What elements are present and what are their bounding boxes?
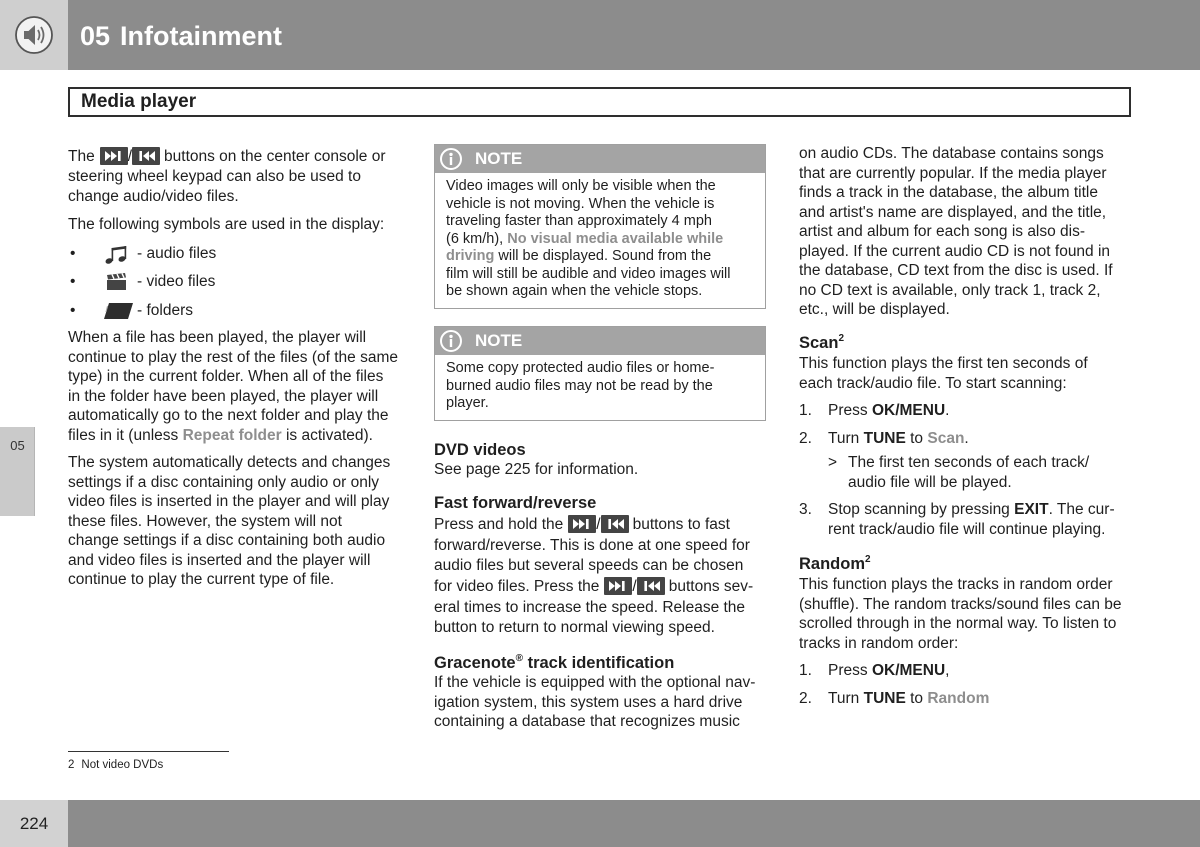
text-line: This function plays the tracks in random order — [799, 576, 1113, 593]
note-header — [435, 145, 765, 173]
section-heading: DVD videos — [434, 441, 526, 459]
text-line: and artist's name are displayed, and the title, — [799, 203, 1107, 221]
scan-step-3 — [799, 500, 1135, 539]
disc-detection-paragraph — [68, 453, 404, 590]
text-line: (shuffle). The random tracks/sound files can be — [799, 595, 1122, 613]
dvd-section — [434, 440, 770, 480]
note-box-video — [434, 144, 766, 309]
bullet-dot — [70, 244, 75, 264]
fast-forward-heading-block — [434, 493, 770, 513]
footnote-ref: 2 — [838, 333, 844, 344]
text-line: scrolled through in the normal way. To listen to — [799, 615, 1117, 632]
note-box-copy-protection — [434, 326, 766, 421]
scan-heading-block — [799, 333, 1135, 353]
heading-text: Random — [799, 555, 865, 573]
previous-track-icon — [601, 515, 629, 533]
page-number: 224 — [0, 800, 68, 847]
text-line: etc., will be displayed. — [799, 301, 950, 318]
text-segment: to — [905, 430, 928, 447]
page-footer — [0, 800, 1200, 847]
heading-text: Scan — [799, 334, 839, 352]
chapter-side-tab — [0, 427, 35, 516]
text-segment: The — [68, 148, 95, 165]
text-line: forward/reverse. This is done at one speed for — [434, 537, 750, 554]
text-line: change audio/video files. — [68, 187, 239, 205]
text-line: The following symbols are used in the display: — [68, 216, 385, 233]
scan-step-2 — [799, 429, 1135, 449]
text-segment: buttons to fast — [632, 516, 730, 533]
section-heading — [799, 554, 1135, 574]
note-line: Some copy protected audio files or home- — [446, 360, 715, 376]
side-tab-label: 05 — [10, 438, 25, 453]
chapter-name: Infotainment — [120, 21, 283, 51]
text-line: igation system, this system uses a hard drive — [434, 693, 743, 711]
display-message-text: No visual media available while — [507, 230, 724, 247]
list-item — [68, 244, 268, 264]
text-line: This function plays the first ten seconds of — [799, 355, 1088, 372]
text-line — [434, 514, 770, 536]
text-segment: Press — [828, 402, 872, 419]
video-clapper-icon — [106, 273, 128, 291]
text-segment: , — [945, 662, 950, 679]
step-number: 3. — [799, 501, 812, 518]
text-line — [68, 426, 404, 446]
text-line — [68, 146, 404, 167]
previous-track-icon — [637, 577, 665, 595]
text-line: these files. However, the system will not — [68, 512, 342, 530]
text-line: steering wheel keypad can also be used to — [68, 168, 361, 185]
scan-result — [799, 453, 1135, 492]
text-segment: for video files. Press the — [434, 578, 600, 595]
button-name-text: OK/MENU — [871, 402, 946, 419]
note-line — [446, 248, 765, 266]
gracenote-section — [434, 653, 770, 732]
text-line: continue to play the current type of file. — [68, 571, 335, 588]
text-line: eral times to increase the speed. Release the — [434, 599, 746, 616]
button-name-text: TUNE — [863, 690, 906, 707]
next-track-icon — [100, 147, 128, 165]
text-segment: . — [945, 402, 950, 419]
button-name-text: TUNE — [863, 430, 906, 447]
text-line: finds a track in the database, the album title — [799, 184, 1098, 201]
text-line: played. If the current audio CD is not found in — [799, 242, 1111, 260]
text-segment: will be displayed. Sound from the — [494, 248, 712, 264]
text-line: each track/audio file. To start scanning: — [799, 374, 1067, 392]
section-heading: Fast forward/reverse — [434, 494, 597, 512]
note-line: be shown again when the vehicle stops. — [446, 283, 703, 299]
note-line: film will still be audible and video images will — [446, 265, 731, 282]
footnote — [68, 758, 163, 772]
note-header — [435, 327, 765, 355]
gracenote-continued — [799, 144, 1135, 320]
step-text — [828, 429, 1135, 449]
list-item — [68, 301, 268, 321]
text-line: continue to play the rest of the files (of the same — [68, 348, 398, 366]
chapter-header — [0, 0, 1200, 70]
next-track-icon — [568, 515, 596, 533]
text-line: If the vehicle is equipped with the optional nav- — [434, 674, 756, 691]
text-line: on audio CDs. The database contains songs — [799, 145, 1104, 162]
text-line — [828, 500, 1135, 520]
text-line: in the folder have been played, the player will — [68, 387, 379, 405]
text-line: and video files is inserted and the player will — [68, 551, 371, 569]
text-line: containing a database that recognizes music — [434, 713, 740, 730]
text-segment: files in it (unless — [68, 426, 183, 444]
menu-option-text: Scan — [927, 430, 965, 447]
section-heading — [799, 333, 1135, 353]
note-body — [435, 355, 765, 413]
random-step-1 — [799, 661, 1135, 681]
heading-text: track identification — [523, 654, 675, 672]
text-line — [434, 576, 770, 598]
text-line: See page 225 for information. — [434, 461, 639, 478]
fast-forward-section — [434, 514, 770, 638]
text-segment: buttons on the center console or — [164, 148, 386, 165]
footnote-text: Not video DVDs — [81, 759, 164, 771]
chapter-icon-box — [0, 0, 68, 70]
text-line: change settings if a disc containing both audio — [68, 532, 386, 549]
chapter-title — [80, 17, 282, 55]
note-line: Video images will only be visible when the — [446, 178, 716, 194]
chapter-number: 05 — [80, 21, 111, 51]
separator-text: / — [127, 148, 133, 165]
text-line: automatically go to the next folder and play the — [68, 407, 389, 424]
list-item-text: - folders — [137, 302, 193, 319]
separator-text: / — [632, 578, 637, 595]
text-line: artist and album for each song is also dis- — [799, 223, 1086, 240]
note-line: traveling faster than approximately 4 mph — [446, 213, 712, 229]
info-icon — [439, 147, 463, 171]
text-segment: . — [964, 430, 969, 447]
text-line: tracks in random order: — [799, 634, 959, 652]
text-line: When a file has been played, the player will — [68, 329, 367, 346]
scan-step-1 — [799, 401, 1135, 421]
step-number: 1. — [799, 402, 812, 419]
step-text — [828, 661, 1135, 681]
result-text — [848, 453, 1135, 492]
text-segment: . The cur- — [1048, 501, 1115, 518]
text-line: rent track/audio file will continue playing. — [828, 520, 1106, 538]
text-line: video files is inserted in the player and will play — [68, 493, 390, 510]
music-note-icon — [103, 245, 129, 265]
result-marker: > — [828, 454, 838, 471]
text-segment: Turn — [828, 690, 864, 707]
menu-option-text: Repeat folder — [182, 426, 282, 444]
list-item-text: - audio files — [137, 245, 217, 262]
text-line: that are currently popular. If the media player — [799, 164, 1107, 182]
text-line: type) in the current folder. When all of the files — [68, 368, 384, 385]
random-heading-block — [799, 554, 1135, 574]
speaker-icon — [14, 15, 54, 55]
symbols-intro — [68, 215, 404, 235]
intro-paragraph — [68, 146, 404, 206]
heading-text: Gracenote — [434, 654, 516, 672]
footnote-rule — [68, 751, 229, 752]
playback-paragraph — [68, 328, 404, 445]
text-segment: Turn — [828, 430, 864, 447]
step-text — [828, 689, 1135, 709]
list-item — [68, 272, 268, 292]
note-line — [446, 231, 765, 249]
text-line: the database, CD text from the disc is used. If — [799, 262, 1113, 279]
text-line: The first ten seconds of each track/ — [848, 454, 1090, 471]
text-segment: to — [905, 690, 928, 707]
section-heading — [434, 653, 770, 673]
random-intro — [799, 575, 1135, 653]
button-name-text: OK/MENU — [871, 662, 946, 679]
note-label: NOTE — [475, 149, 523, 168]
text-line: audio files but several speeds can be chosen — [434, 557, 744, 574]
random-step-2 — [799, 689, 1135, 709]
folder-icon — [103, 302, 133, 320]
scan-intro — [799, 354, 1135, 393]
previous-track-icon — [132, 147, 160, 165]
text-line: The system automatically detects and changes — [68, 454, 391, 471]
note-line: burned audio files may not be read by the — [446, 377, 713, 394]
list-item-text: - video files — [137, 273, 216, 290]
text-line: button to return to normal viewing speed. — [434, 619, 715, 636]
footnote-number: 2 — [68, 759, 75, 771]
note-line: vehicle is not moving. When the vehicle is — [446, 195, 715, 212]
text-segment: buttons sev- — [668, 578, 754, 595]
step-text — [828, 401, 1135, 421]
text-line: no CD text is available, only track 1, track 2, — [799, 281, 1101, 299]
note-body — [435, 173, 765, 301]
step-number: 1. — [799, 662, 812, 679]
text-segment: Stop scanning by pressing — [828, 501, 1015, 518]
text-line: audio file will be played. — [848, 473, 1012, 491]
text-line: settings if a disc containing only audio or only — [68, 473, 380, 491]
text-segment: (6 km/h), — [446, 230, 508, 247]
separator-text: / — [596, 516, 601, 533]
section-title: Media player — [68, 87, 1131, 117]
footnote-ref: 2 — [865, 554, 871, 565]
next-track-icon — [604, 577, 632, 595]
bullet-dot — [70, 272, 75, 292]
step-number: 2. — [799, 690, 812, 707]
step-number: 2. — [799, 430, 812, 447]
bullet-dot — [70, 301, 75, 321]
text-segment: Press and hold the — [434, 516, 564, 533]
note-line: player. — [446, 395, 489, 411]
button-name-text: EXIT — [1014, 501, 1049, 518]
text-segment: Press — [828, 662, 872, 679]
display-message-text: driving — [446, 248, 495, 264]
note-label: NOTE — [475, 331, 523, 350]
menu-option-text: Random — [927, 690, 990, 707]
info-icon — [439, 329, 463, 353]
text-segment: is activated). — [281, 426, 373, 444]
registered-mark: ® — [515, 653, 523, 664]
step-text — [828, 500, 1135, 539]
